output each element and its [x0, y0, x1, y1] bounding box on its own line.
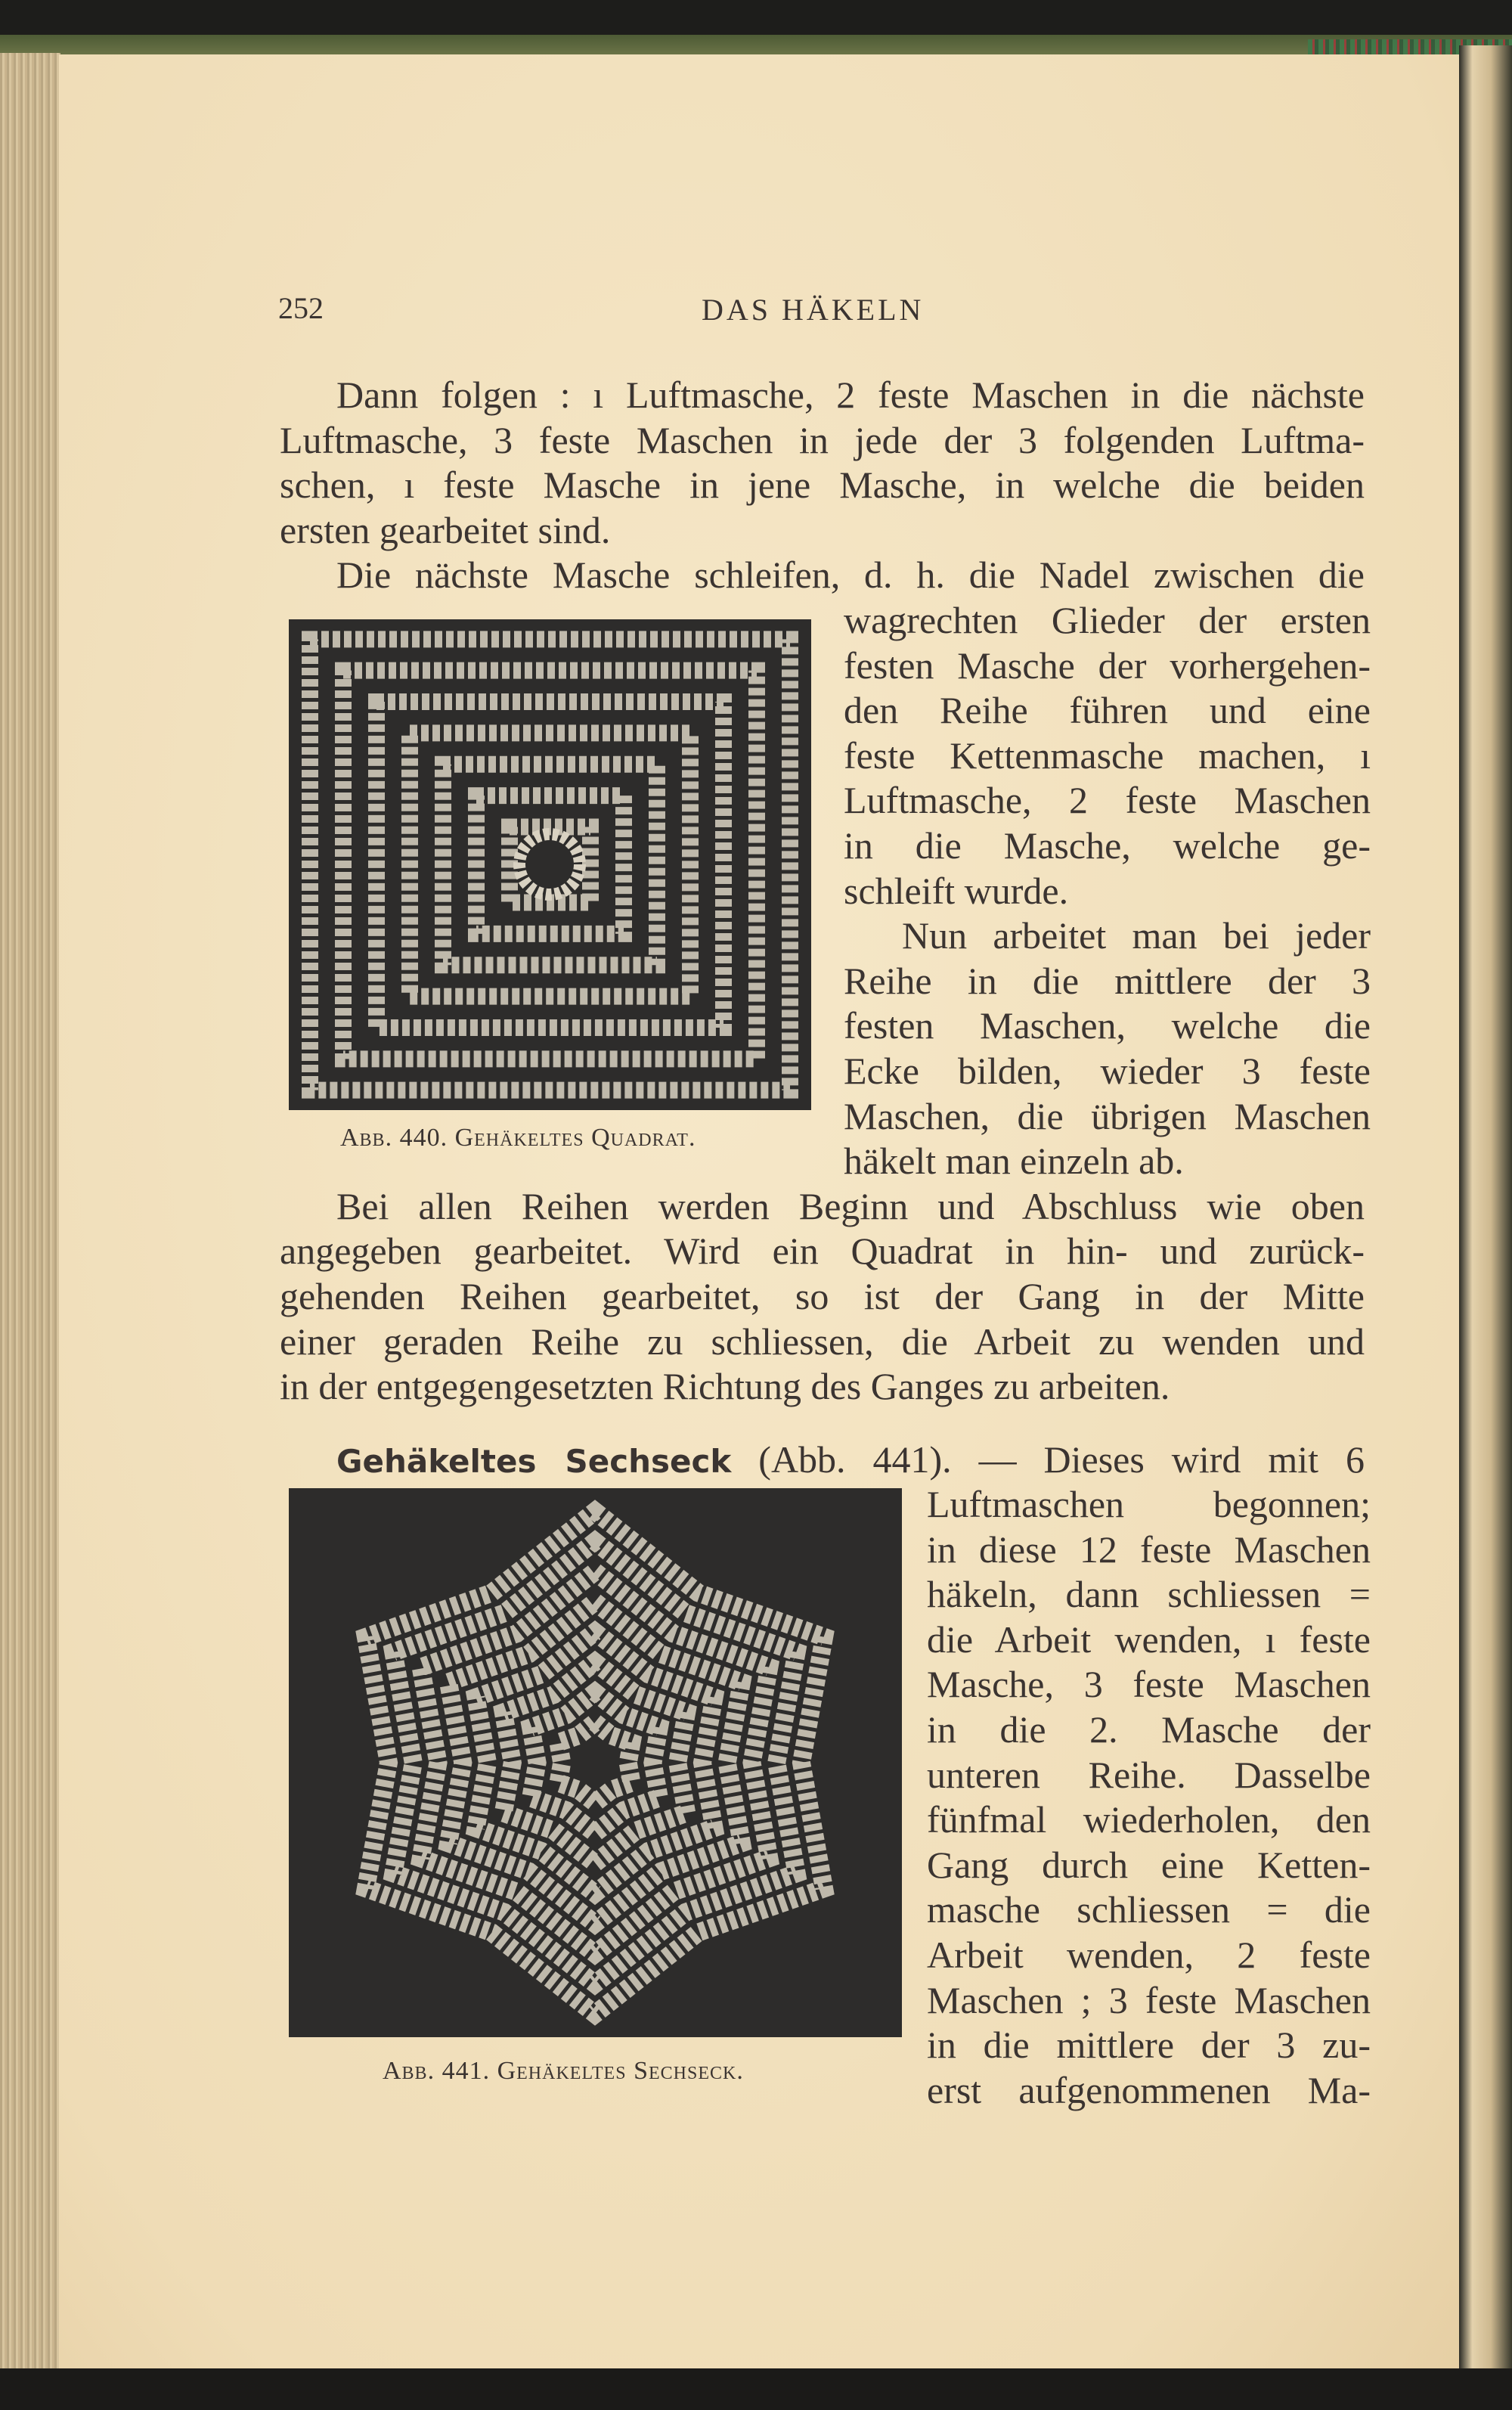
line-text: ersten gearbeitet sind.: [280, 508, 611, 551]
line-text: Ecke bilden, wieder 3 feste: [844, 1050, 1371, 1092]
figure-caption: Abb. 440. Gehäkeltes Quadrat.: [340, 1124, 696, 1152]
line-text: feste Kettenmasche machen, ı: [844, 734, 1371, 777]
text-line: [280, 1273, 1365, 1319]
line-text: häkelt man einzeln ab.: [844, 1140, 1184, 1183]
line-text: den Reihe führen und eine: [844, 689, 1371, 732]
book-page: [59, 54, 1459, 2368]
line-text: die Arbeit wenden, ı feste: [927, 1618, 1371, 1661]
text-line: [927, 1977, 1371, 2023]
line-text: Maschen ; 3 feste Maschen: [927, 1978, 1371, 2021]
line-text: Maschen, die übrigen Maschen: [844, 1094, 1371, 1137]
line-text: Dann folgen : ı Luftmasche, 2 feste Maschen in die nächste: [336, 374, 1365, 416]
text-line: [927, 2022, 1371, 2067]
line-text: festen Maschen, welche die: [844, 1004, 1371, 1047]
line-text: gehenden Reihen gearbeitet, so ist der Gang in der Mitte: [280, 1275, 1365, 1317]
line-text: wagrechten Glieder der ersten: [844, 599, 1371, 641]
line-text: Bei allen Reihen werden Beginn und Abschluss wie oben: [336, 1184, 1365, 1227]
text-line: [280, 1228, 1365, 1273]
text-line: [336, 1183, 1365, 1229]
text-line: [927, 1842, 1371, 1887]
page-number: 252: [278, 291, 324, 325]
line-text: Masche, 3 feste Maschen: [927, 1663, 1371, 1706]
line-text: Die nächste Masche schleifen, d. h. die Nadel zwischen die: [336, 554, 1365, 597]
text-line: [844, 643, 1371, 688]
text-line: [844, 1093, 1371, 1139]
text-line: [844, 1138, 1184, 1183]
scan-background: [0, 0, 1512, 35]
text-line: [927, 1887, 1371, 1932]
line-text: einer geraden Reihe zu schliessen, die Arbeit zu wenden und: [280, 1320, 1365, 1363]
figure-crochet-square: [289, 619, 811, 1110]
line-text: in der entgegengesetzten Richtung des Ganges zu arbeiten.: [280, 1365, 1170, 1408]
line-text: masche schliessen = die: [927, 1888, 1371, 1931]
text-line: [927, 1797, 1371, 1842]
text-line: [902, 913, 1371, 958]
line-text: schen, ı feste Masche in jene Masche, in welche die beiden: [280, 464, 1365, 507]
text-line: [844, 958, 1371, 1003]
figure-crochet-hexagon: [289, 1488, 902, 2037]
line-text: Luftmasche, 3 feste Maschen in jede der 3 folgenden Luftma-: [280, 418, 1365, 461]
line-text: angegeben gearbeitet. Wird ein Quadrat in hin- und zurück-: [280, 1230, 1365, 1273]
text-line: [844, 1003, 1371, 1048]
line-text: (Abb. 441). — Dieses wird mit 6: [731, 1438, 1365, 1481]
line-text: in die 2. Masche der: [927, 1708, 1371, 1751]
text-line: [336, 552, 1365, 597]
text-line: [336, 1437, 1365, 1484]
book-cover-edge-right: [1459, 45, 1512, 2374]
text-line: [927, 1481, 1371, 1527]
text-line: [927, 1932, 1371, 1977]
text-line: [844, 1048, 1371, 1093]
text-line: [927, 2067, 1371, 2113]
scan-background: [0, 2368, 1512, 2410]
text-line: [927, 1617, 1371, 1662]
line-text: in die mittlere der 3 zu-: [927, 2024, 1371, 2067]
line-text: Luftmaschen begonnen;: [927, 1483, 1371, 1525]
text-line: [844, 868, 1068, 913]
line-text: schleift wurde.: [844, 869, 1069, 912]
text-line: [927, 1571, 1371, 1617]
line-text: fünfmal wiederholen, den: [927, 1798, 1371, 1841]
line-text: häkeln, dann schliessen =: [927, 1573, 1371, 1616]
line-text: Luftmasche, 2 feste Maschen: [844, 779, 1371, 822]
text-line: [927, 1661, 1371, 1707]
text-line: [927, 1707, 1371, 1752]
line-text: in die Masche, welche ge-: [844, 824, 1371, 867]
text-line: [927, 1752, 1371, 1797]
text-line: [280, 1363, 1170, 1409]
page-edges: [0, 53, 60, 2374]
text-line: [336, 372, 1365, 417]
text-line: [280, 462, 1365, 507]
running-title: DAS HÄKELN: [702, 293, 925, 327]
section-heading: Gehäkeltes Sechseck: [336, 1443, 732, 1480]
text-line: [280, 417, 1365, 463]
line-text: Nun arbeitet man bei jeder: [902, 914, 1371, 957]
line-text: Gang durch eine Ketten-: [927, 1843, 1371, 1886]
text-line: [927, 1527, 1371, 1572]
line-text: in diese 12 feste Maschen: [927, 1528, 1371, 1571]
line-text: erst aufgenommenen Ma-: [927, 2068, 1371, 2111]
text-line: [280, 507, 610, 553]
text-line: [844, 733, 1371, 778]
text-line: [844, 687, 1371, 733]
text-line: [844, 777, 1371, 823]
text-line: [844, 597, 1371, 643]
line-text: festen Masche der vorhergehen-: [844, 644, 1371, 687]
text-line: [844, 823, 1371, 868]
line-text: Reihe in die mittlere der 3: [844, 959, 1371, 1002]
figure-caption: Abb. 441. Gehäkeltes Sechseck.: [383, 2057, 744, 2085]
text-line: [280, 1319, 1365, 1364]
line-text: Arbeit wenden, 2 feste: [927, 1934, 1371, 1976]
line-text: unteren Reihe. Dasselbe: [927, 1753, 1371, 1796]
